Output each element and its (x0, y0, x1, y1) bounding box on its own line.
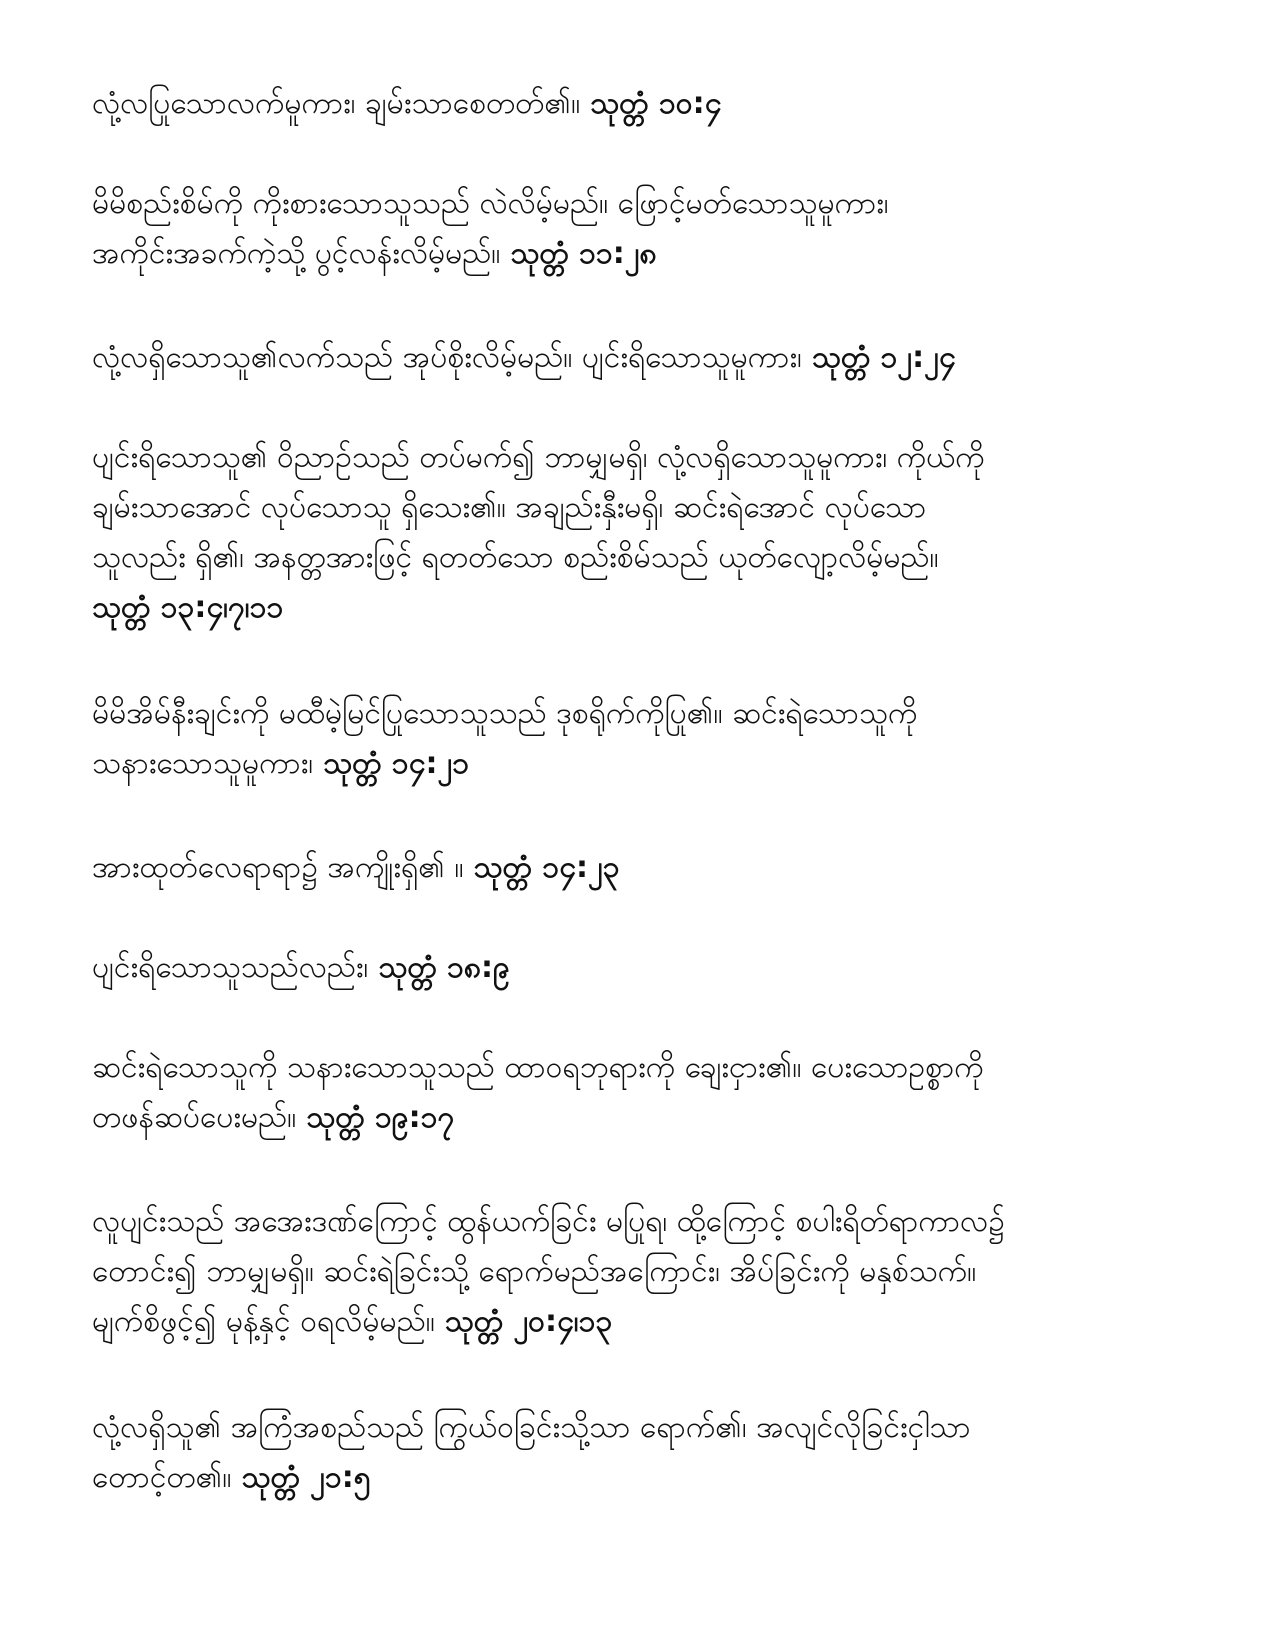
verse-line: ဆင်းရဲသောသူကို သနားသောသူသည် ထာဝရဘုရားကို ချေးငှား၏။ ပေးသောဥစ္စာကို (92, 1050, 984, 1085)
verse-line (92, 1093, 1172, 1143)
verse-block (92, 333, 1172, 383)
verse-line (92, 1297, 1172, 1347)
verse-line: ချမ်းသာအောင် လုပ်သောသူ ရှိသေး၏။ အချည်းနှီးမရှိ၊ ဆင်းရဲအောင် လုပ်သော (92, 490, 927, 525)
verse-block (92, 79, 1172, 129)
verse-text: လုံ့လရှိသောသူ၏လက်သည် အုပ်စိုးလိမ့်မည်။ ပျင်းရိသောသူမူကား၊ (92, 340, 802, 375)
verse-reference: သုတ္တံ ၁၂:၂၄ (811, 340, 956, 375)
verse-block (92, 1403, 1172, 1503)
verse-line (92, 229, 1172, 279)
verse-text: မျက်စိဖွင့်၍ မုန့်နှင့် ဝရလိမ့်မည်။ (92, 1304, 435, 1339)
verse-reference: သုတ္တံ ၁၀:၄ (590, 86, 722, 121)
verse-line (92, 333, 1172, 383)
verse-reference: သုတ္တံ ၂၁:၅ (241, 1460, 371, 1495)
verse-text: သနားသောသူမူကား၊ (92, 746, 314, 781)
verse-reference: သုတ္တံ ၂၀:၄၊၁၃ (444, 1304, 613, 1339)
verse-text: အကိုင်းအခက်ကဲ့သို့ ပွင့်လန်းလိမ့်မည်။ (92, 236, 501, 271)
verse-block (92, 1197, 1172, 1347)
verse-reference: သုတ္တံ ၁၉:၁၇ (306, 1100, 455, 1135)
verse-line (92, 739, 1172, 789)
verse-line (92, 583, 1172, 633)
verse-line: လူပျင်းသည် အအေးဒဏ်ကြောင့် ထွန်ယက်ခြင်း မပြုရ၊ ထို့ကြောင့် စပါးရိတ်ရာကာလ၌ (92, 1204, 1005, 1239)
verse-reference: သုတ္တံ ၁၃:၄၊၇၊၁၁ (92, 590, 284, 625)
verse-block (92, 943, 1172, 993)
verse-line: တောင်း၍ ဘာမျှမရှိ။ ဆင်းရဲခြင်းသို့ ရောက်မည်အကြောင်း၊ အိပ်ခြင်းကို မနှစ်သက်။ (92, 1254, 977, 1289)
verse-line: မိမိအိမ်နီးချင်းကို မထီမဲ့မြင်ပြုသောသူသည် ဒုစရိုက်ကိုပြု၏။ ဆင်းရဲသောသူကို (92, 696, 918, 731)
verse-block (92, 843, 1172, 893)
verse-reference: သုတ္တံ ၁၈:၉ (378, 950, 510, 985)
verse-line (92, 1453, 1172, 1503)
verse-line (92, 843, 1172, 893)
verse-line: ပျင်းရိသောသူ၏ ဝိညာဉ်သည် တပ်မက်၍ ဘာမျှမရှိ၊ လုံ့လရှိသောသူမူကား၊ ကိုယ်ကို (92, 440, 985, 475)
verse-text: လုံ့လပြုသောလက်မူကား၊ ချမ်းသာစေတတ်၏။ (92, 86, 581, 121)
verse-text: ပျင်းရိသောသူသည်လည်း၊ (92, 950, 369, 985)
verse-line: လုံ့လရှိသူ၏ အကြံအစည်သည် ကြွယ်ဝခြင်းသို့သာ ရောက်၏၊ အလျင်လိုခြင်းငှါသာ (92, 1410, 971, 1445)
verse-reference: သုတ္တံ ၁၄:၂၃ (473, 850, 620, 885)
verse-block (92, 1043, 1172, 1143)
verse-text: တဖန်ဆပ်ပေးမည်။ (92, 1100, 297, 1135)
verse-line: မိမိစည်းစိမ်ကို ကိုးစားသောသူသည် လဲလိမ့်မည်။ ဖြောင့်မတ်သောသူမူကား၊ (92, 186, 889, 221)
verse-line (92, 79, 1172, 129)
verse-line (92, 943, 1172, 993)
verse-line: သူလည်း ရှိ၏၊ အနတ္တအားဖြင့် ရတတ်သော စည်းစိမ်သည် ယုတ်လျော့လိမ့်မည်။ (92, 540, 939, 575)
verse-reference: သုတ္တံ ၁၄:၂၁ (323, 746, 470, 781)
verse-block (92, 433, 1172, 633)
verse-block (92, 179, 1172, 279)
verse-text: တောင့်တ၏။ (92, 1460, 232, 1495)
verse-block (92, 689, 1172, 789)
verse-text: အားထုတ်လေရာရာ၌ အကျိုးရှိ၏ ။ (92, 850, 464, 885)
verse-reference: သုတ္တံ ၁၁:၂၈ (510, 236, 657, 271)
